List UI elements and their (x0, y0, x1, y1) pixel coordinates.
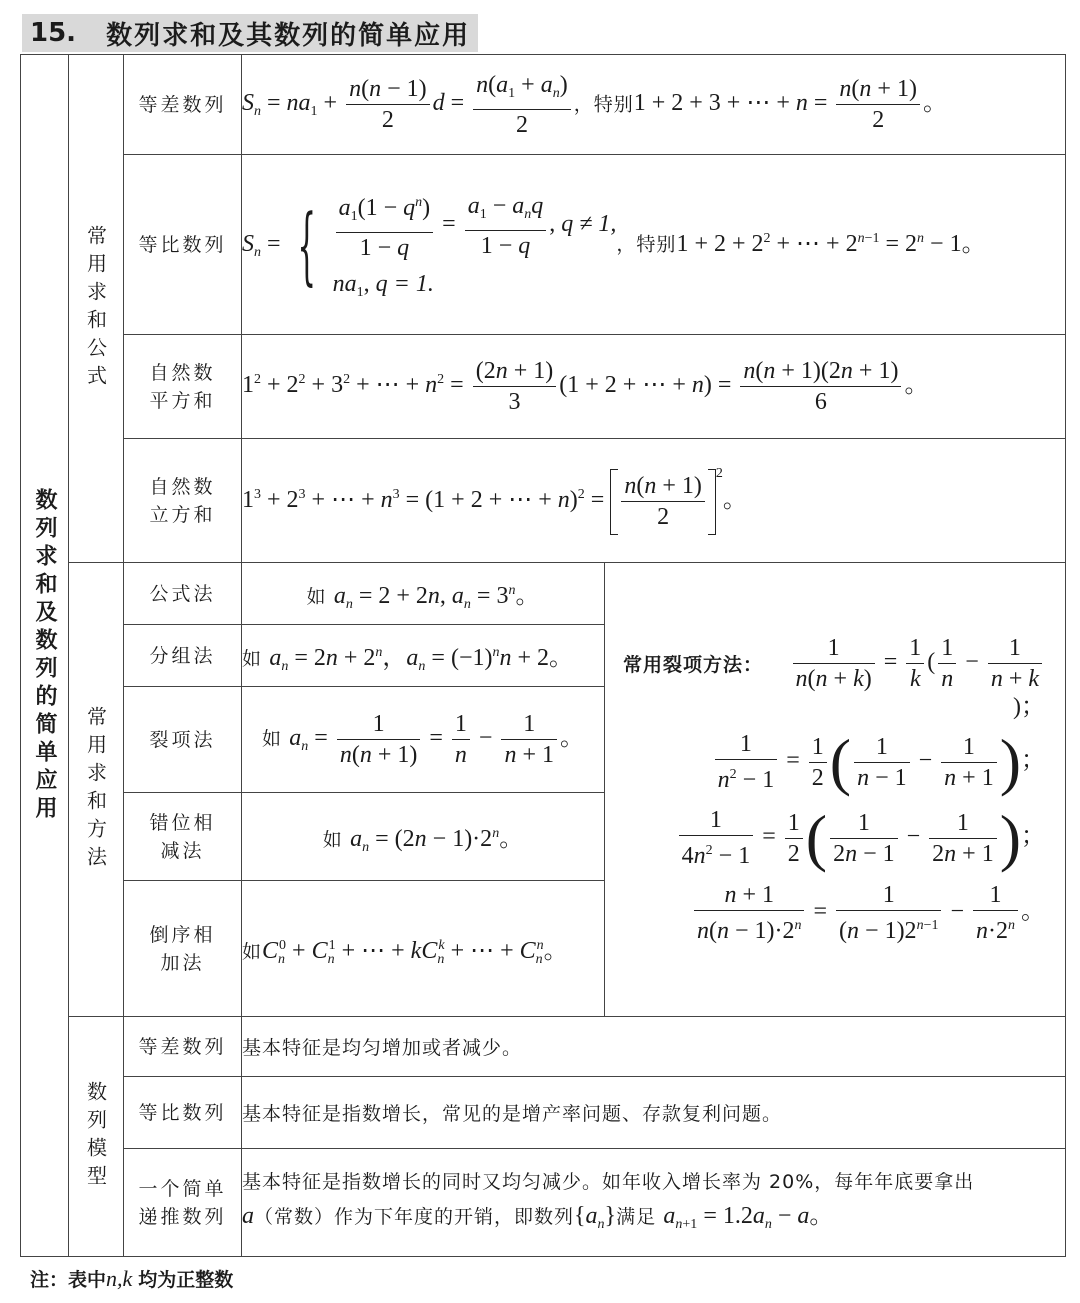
model-geom-desc: 基本特征是指数增长，常见的是增产率问题、存款复利问题。 (242, 1077, 1066, 1149)
side-label-cell (21, 55, 69, 1257)
row-label-model-arith: 等差数列 (124, 1017, 242, 1077)
section-title-text: 数列求和及其数列的简单应用 (106, 20, 471, 51)
row-label-geom: 等比数列 (124, 155, 242, 335)
row-label-arith: 等差数列 (124, 55, 242, 155)
row-label-model-recur: 一个简单递推数列 (124, 1149, 242, 1257)
row-label-offset-method: 错位相减法 (124, 793, 242, 881)
group-models-label: 数列模型 (83, 1080, 108, 1193)
group-methods-cell (69, 563, 124, 1017)
example-split-method: 如 $a_n$ = $\frac{1}{n(n + 1)}$ = $\frac{1}{n}$ − $\frac{1}{n + 1}$ 。 (242, 687, 605, 793)
formula-arith-sum: $S_n = na_1$ + $\frac{n(n - 1)}{2}$ d = $\frac{n(a_1 + a_n)}{2}$ ，特别1 + 2 + 3 + ⋯ + n = $\frac{n(n + 1)}{2}$ 。 (242, 55, 1066, 155)
side-label: 数列求和及数列的简单应用 (32, 487, 57, 824)
table-note: 注：表中n,k 均为正整数 (30, 1266, 234, 1291)
example-offset-method: 如 $a_n = (2n - 1)\cdot 2^n$。 (242, 793, 605, 881)
row-label-group-method: 分组法 (124, 625, 242, 687)
group-formulas-cell (69, 55, 124, 563)
example-reverse-method: 如$C_n^0 + C_n^1$ + ⋯ + $kC_n^k$ + ⋯ + $C_n^n$。 (242, 881, 605, 1017)
summary-table (20, 54, 1066, 1257)
group-models-cell (69, 1017, 124, 1257)
split-methods-cell: 常用裂项方法： $\frac{1}{n(n + k)}$ = $\frac{1}{k}$ ( $\frac{1}{n}$ − $\frac{1}{n + k}$ )； $\frac{1}{n^2 - 1}$ = $\frac{1}{2}$ ( $\frac{1}{n - 1}$ − $\frac{1}{n + 1}$ )； $\frac{1}{4n^2 - 1}$ = $\frac{1}{2}$ ( $\frac{1}{2n - 1}$ − $\frac{1}{2n + 1}$ )； $\frac{n + 1}{n(n - 1)\cdot 2^n}$ = $\frac{1}{(n - 1)2^{n-1}}$ − $\frac{1}{n\cdot 2^n}$ 。 (605, 563, 1066, 1017)
row-label-split-method: 裂项法 (124, 687, 242, 793)
model-recur-desc: 基本特征是指数增长的同时又均匀减少。如年收入增长率为 20%，每年年底要拿出 a（常数）作为下年度的开销，即数列$\{a_n\}$满足 $a_{n+1} = 1.2a_n - a$。 (242, 1149, 1066, 1257)
row-label-reverse-method: 倒序相加法 (124, 881, 242, 1017)
section-number: 15. (30, 18, 77, 48)
row-label-model-geom: 等比数列 (124, 1077, 242, 1149)
model-arith-desc: 基本特征是均匀增加或者减少。 (242, 1017, 1066, 1077)
formula-squares-sum: $1^2 + 2^2 + 3^2$ + ⋯ + $n^2$ = $\frac{(2n + 1)}{3}$ (1 + 2 + ⋯ + n) = $\frac{n(n + 1)(2n + 1)}{6}$ 。 (242, 335, 1066, 439)
group-methods-label: 常用求和方法 (83, 705, 108, 874)
split-methods-title: 常用裂项方法： (623, 654, 764, 677)
row-label-formula-method: 公式法 (124, 563, 242, 625)
formula-geom-sum: $S_n$ = { $\frac{a_1(1 - q^n)}{1 - q}$ = $\frac{a_1 - a_nq}{1 - q}$ , q ≠ 1, $na_1$, q = 1. ，特别$1 + 2 + 2^2$ + ⋯ + $2^{n-1} = 2^n - 1$。 (242, 155, 1066, 335)
example-group-method: 如 $a_n = 2n + 2^n$，$a_n = (-1)^nn + 2$。 (242, 625, 605, 687)
group-formulas-label: 常用求和公式 (83, 224, 108, 393)
row-label-cubes: 自然数立方和 (124, 439, 242, 563)
section-title (22, 14, 478, 52)
formula-cubes-sum: $1^3 + 2^3$ + ⋯ + $n^3 = (1 + 2$ + ⋯ + n)$^2$ = $\frac{n(n + 1)}{2}$ $^2$。 (242, 439, 1066, 563)
example-formula-method: 如 $a_n = 2 + 2n$, $a_n = 3^n$。 (242, 563, 605, 625)
row-label-squares: 自然数平方和 (124, 335, 242, 439)
